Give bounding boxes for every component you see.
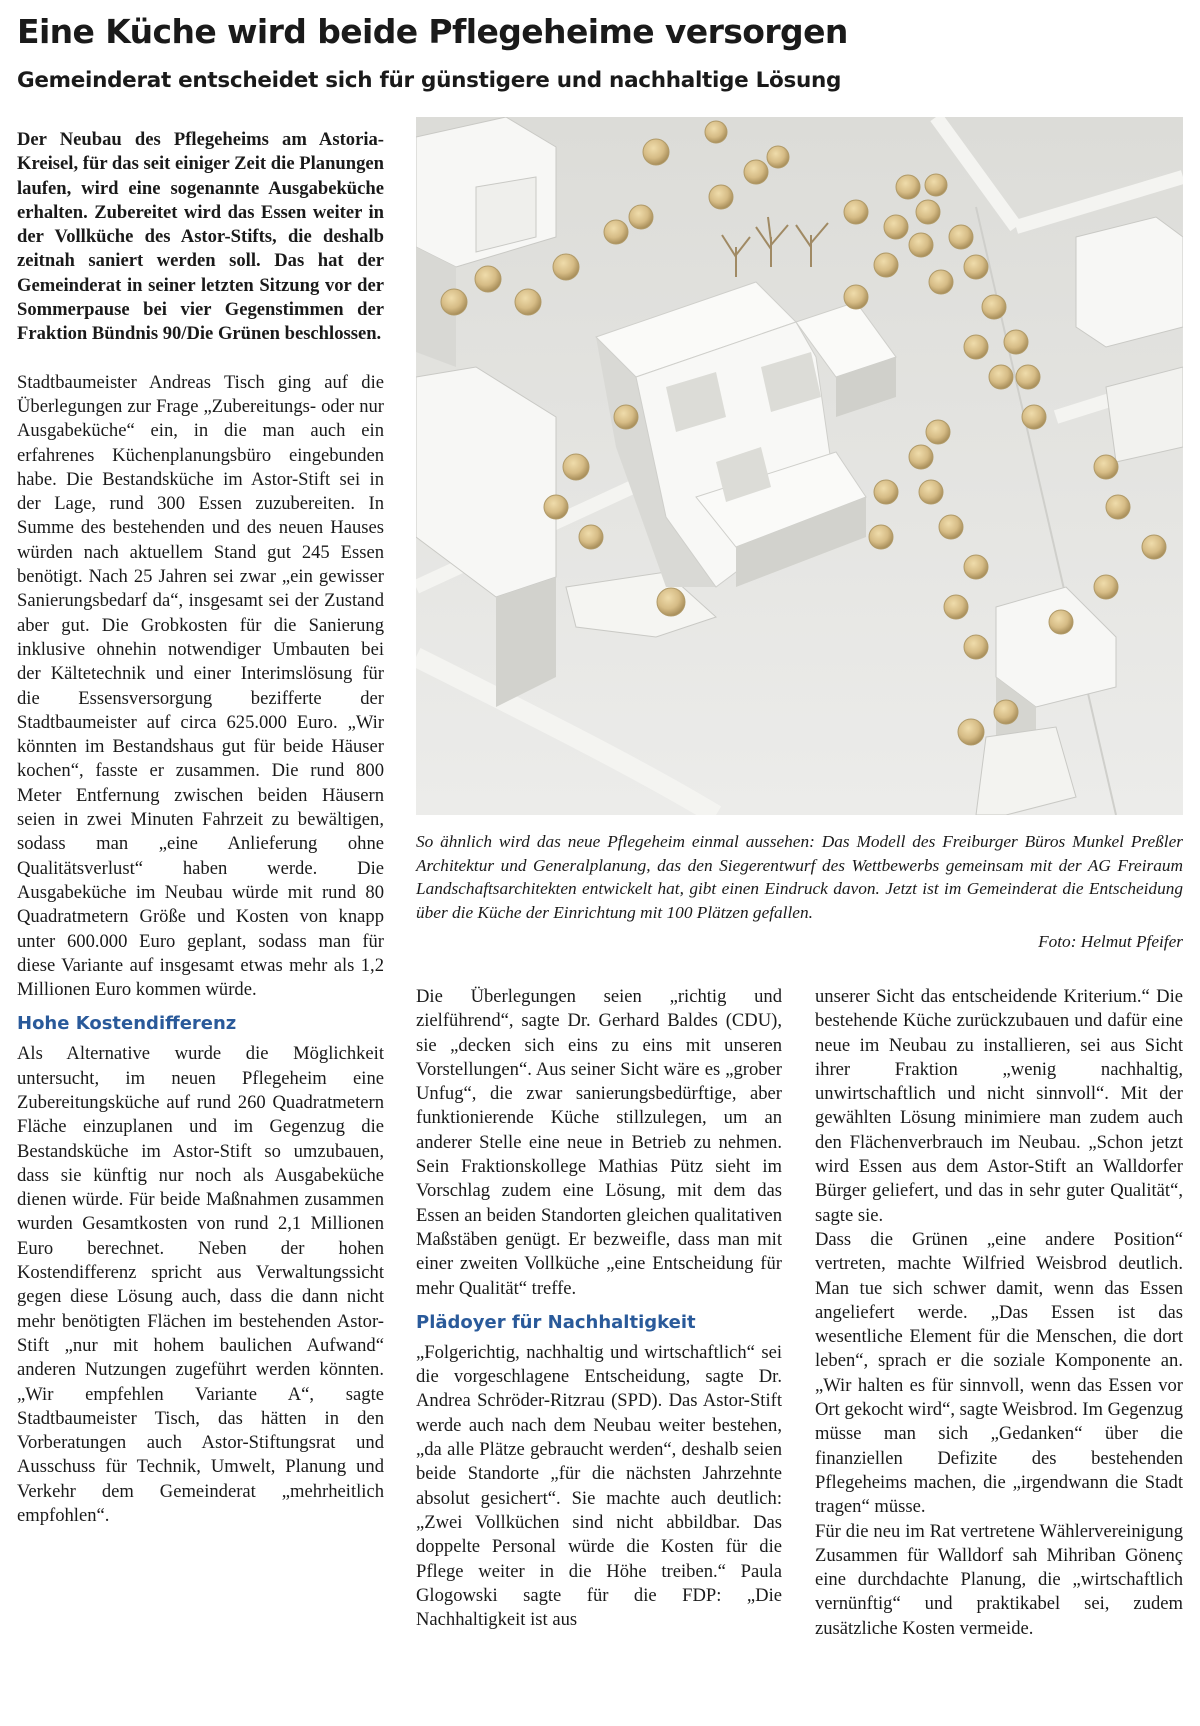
body-paragraph-4: „Folgerichtig, nachhaltig und wirtschaftlich“ sei die vorgeschlagene Entscheidung, sagte Dr. Andrea Schröder-Ritzrau (SPD). Das Astor-Stift werde auch nach dem Neubau weiter bestehen, „da alle Plätze gebraucht werden“, deshalb seien beide Standorte „für die nächsten Jahrzehnte absolut gesichert“. Sie machte auch deutlich: „Zwei Vollküchen sind nicht abbildbar. Das doppelte Personal würde die Kosten für die Pflege weiter in die Höhe treiben.“ Paula Glogowski sagte für die FDP: „Die Nachhaltigkeit ist aus (416, 1341, 782, 1631)
column-3 (815, 985, 1183, 1641)
photo-caption: So ähnlich wird das neue Pflegeheim einmal aussehen: Das Modell des Freiburger Büros Munkel Preßler Architektur und Generalplanung, das den Siegerentwurf des Wettbewerbs gemeinsam mit der AG Freiraum Landschaftsarchitekten entwickelt hat, gibt einen Eindruck davon. Jetzt ist im Gemeinderat die Entscheidung über die Küche der Einrichtung mit 100 Plätzen gefallen. (416, 832, 1183, 922)
architecture-model-photo (416, 117, 1183, 815)
body-paragraph-5: unserer Sicht das entscheidende Kriterium.“ Die bestehende Küche zurückzubauen und dafür eine neue im Neubau zu installieren, sei aus Sicht ihrer Fraktion „wenig nachhaltig, unwirtschaftlich und nicht sinnvoll“. Mit der gewählten Lösung minimiere man zudem auch den Flächenverbrauch im Neubau. „Schon jetzt wird Essen aus dem Astor-Stift an Walldorfer Bürger geliefert, und das in sehr guter Qualität“, sagte sie. (815, 986, 1183, 1226)
subheading-kostendifferenz: Hohe Kostendifferenz (17, 1013, 237, 1035)
body-paragraph-1: Stadtbaumeister Andreas Tisch ging auf die Überlegungen zur Frage „Zubereitungs- oder nur Ausgabeküche“ ein, in die man auch ein erfahrenes Küchenplanungsbüro eingebunden habe. Die Bestandsküche im Astor-Stift sei in der Lage, rund 300 Essen zuzubereiten. In Summe des bestehenden und des neuen Hauses würden nach aktuellem Stand gut 245 Essen benötigt. Nach 25 Jahren sei zwar „ein gewisser Sanierungsbedarf da“, insgesamt sei der Zustand aber gut. Die Grobkosten für die Sanierung inklusive ohnehin notwendiger Umbauten bei der Kältetechnik und einer Interimslösung für die Essensversorgung bezifferte der Stadtbaumeister auf circa 625.000 Euro. „Wir könnten im Bestandshaus gut für beide Häuser kochen“, fasste er zusammen. Die rund 800 Meter Entfernung zwischen beiden Häusern seien in zwei Minuten Fahrzeit zu bewältigen, sodass man „eine Anlieferung ohne Qualitätsverlust“ haben werde. Die Ausgabeküche im Neubau würde mit rund 80 Quadratmetern Größe und Kosten von knapp unter 600.000 Euro geplant, sodass man für diese Variante auf insgesamt etwas mehr als 1,2 Millionen Euro kommen würde. (17, 371, 384, 1001)
column-1 (17, 128, 384, 1528)
model-photo-image (416, 117, 1183, 815)
body-paragraph-6: Dass die Grünen „eine andere Position“ vertreten, machte Wilfried Weisbrod deutlich. Man tue sich schwer damit, wenn das Essen angeliefert werde. „Das Essen ist das wesentliche Element für die Menschen, die dort leben“, sprach er die soziale Komponente an. „Wir halten es für sinnvoll, wenn das Essen vor Ort gekocht wird“, sagte Weisbrod. Im Gegenzug müsse man sich „Gedanken“ über die finanziellen Defizite des bestehenden Pflegeheims machen, die „irgendwann die Stadt tragen“ müsse. (815, 1228, 1183, 1518)
article-headline: Eine Küche wird beide Pflegeheime versorgen (17, 12, 848, 51)
article-lead: Der Neubau des Pflegeheims am Astoria-Kreisel, für das seit einiger Zeit die Planungen laufen, wird eine sogenannte Ausgabeküche erhalten. Zubereitet wird das Essen weiter in der Vollküche des Astor-Stifts, die deshalb zeitnah saniert werden soll. Das hat der Gemeinderat in seiner letzten Sitzung vor der Sommerpause bei vier Gegenstimmen der Fraktion Bündnis 90/Die Grünen beschlossen. (17, 129, 384, 345)
column-2 (416, 985, 782, 1632)
article-subheadline: Gemeinderat entscheidet sich für günstigere und nachhaltige Lösung (17, 68, 842, 93)
body-paragraph-3: Die Überlegungen seien „richtig und zielführend“, sagte Dr. Gerhard Baldes (CDU), sie „decken sich eins zu eins mit unseren Vorstellungen“. Aus seiner Sicht wäre es „grober Unfug“, die zwar sanierungsbedürftige, aber funktionierende Küche stillzulegen, um an anderer Stelle eine neue in Betrieb zu nehmen. Sein Fraktionskollege Mathias Pütz sieht im Vorschlag zudem eine Lösung, mit dem das Essen an beiden Standorten gleichen qualitativen Maßstäben genügt. Er bezweifle, dass man mit einer zweiten Vollküche „eine Entscheidung für mehr Qualität“ treffe. (416, 986, 782, 1299)
body-paragraph-2: Als Alternative wurde die Möglichkeit untersucht, im neuen Pflegeheim eine Zubereitungsküche auf rund 260 Quadratmetern Fläche einzuplanen und im Gegenzug die Bestandsküche im Astor-Stift so umzubauen, dass sie künftig nur noch als Ausgabeküche dienen würde. Für beide Maßnahmen zusammen wurden Gesamtkosten von rund 2,1 Millionen Euro berechnet. Neben der hohen Kostendifferenz spricht aus Verwaltungssicht gegen diese Lösung auch, dass die dann nicht mehr benötigten Flächen im bestehenden Astor-Stift „nur mit hohem baulichen Aufwand“ anderen Nutzungen zugeführt werden könnten. „Wir empfehlen Variante A“, sagte Stadtbaumeister Tisch, das hätten in den Vorberatungen auch Astor-Stiftungsrat und Ausschuss für Technik, Umwelt, Planung und Verkehr dem Gemeinderat „mehrheitlich empfohlen“. (17, 1043, 384, 1527)
photo-credit: Foto: Helmut Pfeifer (1038, 932, 1183, 951)
subheading-nachhaltigkeit: Plädoyer für Nachhaltigkeit (416, 1311, 696, 1333)
body-paragraph-7: Für die neu im Rat vertretene Wählervereinigung Zusammen für Walldorf sah Mihriban Gönenç eine durchdachte Planung, die „wirtschaftlich vernünftig“ und praktikabel sei, zudem zusätzliche Kosten vermeide. (815, 1520, 1183, 1639)
